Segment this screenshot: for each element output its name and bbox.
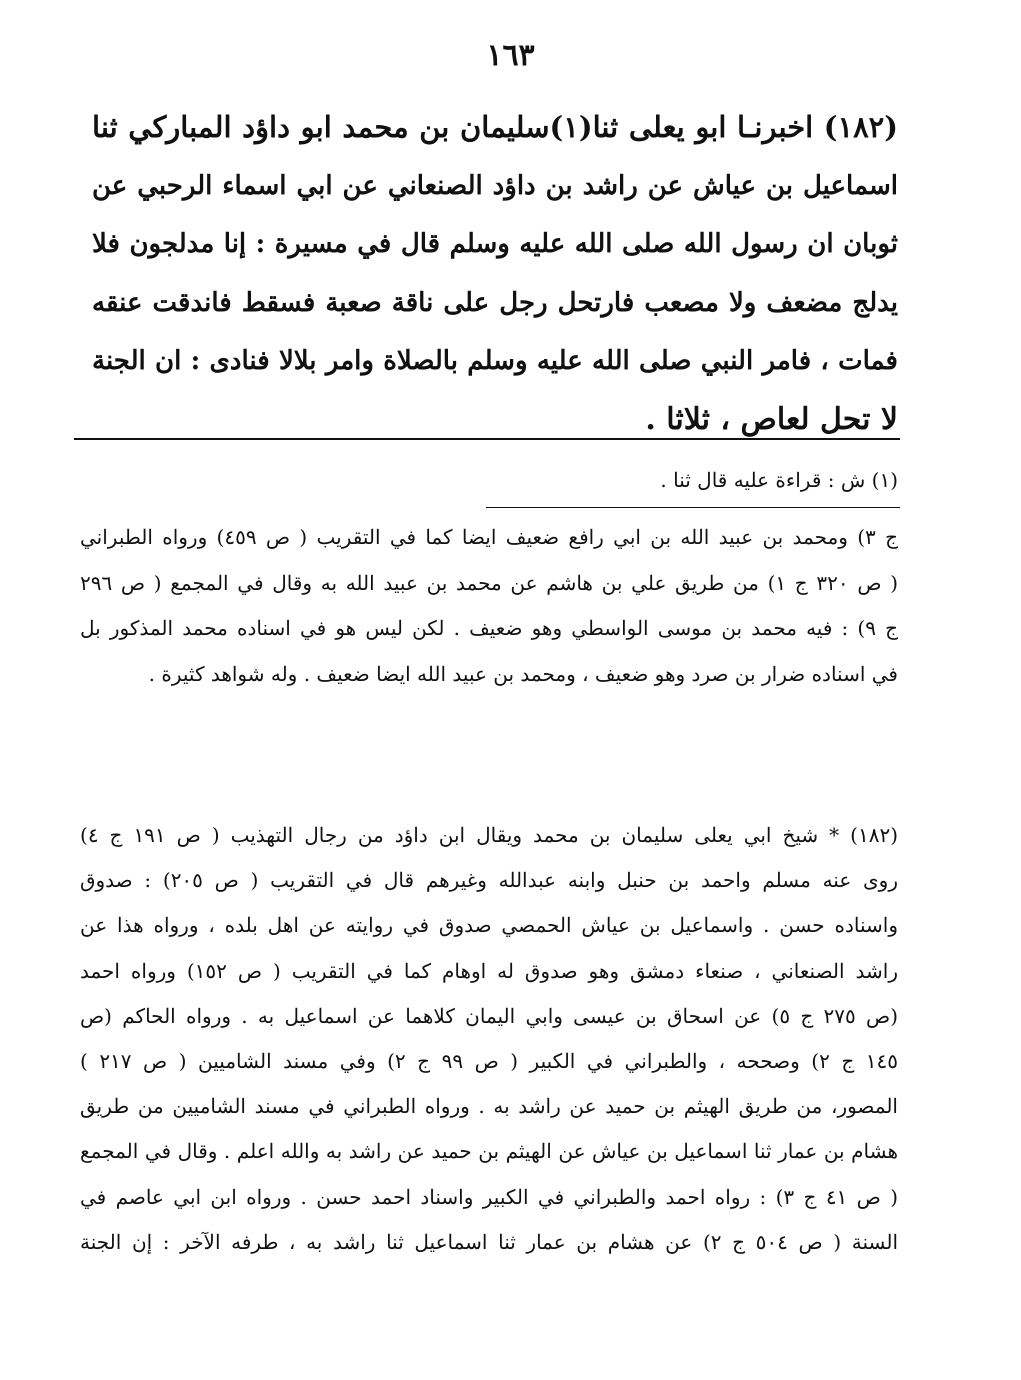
commentary-line: (١٨٢) * شيخ ابي يعلى سليمان بن محمد ويقال ابن داؤد من رجال التهذيب ( ص ١٩١ ج ٤) [80, 823, 898, 847]
commentary-line: ( ص ٣٢٠ ج ١) من طريق علي بن هاشم عن محمد بن عبيد الله به وقال في المجمع ( ص ٢٩٦ [80, 570, 898, 595]
hadith-line: يدلج مضعف ولا مصعب فارتحل رجل على ناقة صعبة فسقط فاندقت عنقه [92, 287, 898, 318]
commentary-line: ١٤٥ ج ٢) وصححه ، والطبراني في الكبير ( ص ٩٩ ج ٢) وفي مسند الشاميين ( ص ٢١٧ ) [80, 1048, 898, 1073]
main-text-divider [74, 438, 900, 440]
hadith-line: ثوبان ان رسول الله صلى الله عليه وسلم قال في مسيرة : إنا مدلجون فلا [92, 229, 898, 259]
commentary-line: السنة ( ص ٥٠٤ ج ٢) عن هشام بن عمار ثنا اسماعيل ثنا راشد به ، طرفه الآخر : إن الجنة [80, 1229, 898, 1254]
commentary-line: هشام بن عمار ثنا اسماعيل بن عياش عن الهيثم بن حميد عن راشد به والله اعلم . وقال في المجمع [80, 1139, 898, 1164]
commentary-line: (ص ٢٧٥ ج ٥) عن اسحاق بن عيسى وابي اليمان كلاهما عن اسماعيل به . ورواه الحاكم (ص [80, 1003, 898, 1028]
page-number: ١٦٣ [486, 38, 535, 73]
commentary-line: روى عنه مسلم واحمد بن حنبل وابنه عبدالله وغيرهم قال في التقريب ( ص ٢٠٥) : صدوق [80, 868, 898, 893]
hadith-line: لا تحل لعاص ، ثلاثا . [645, 401, 898, 437]
commentary-line: في اسناده ضرار بن صرد وهو ضعيف ، ومحمد بن عبيد الله ايضا ضعيف . وله شواهد كثيرة . [148, 661, 898, 686]
hadith-text [92, 98, 898, 449]
hadith-line: فمات ، فامر النبي صلى الله عليه وسلم بالصلاة وامر بلالا فنادى : ان الجنة [92, 346, 898, 376]
commentary-line: المصور، من طريق الهيثم بن حميد عن راشد به . ورواه الطبراني في مسند الشاميين من طريق [80, 1094, 898, 1119]
commentary-line: واسناده حسن . واسماعيل بن عياش الحمصي صدوق في روايته عن اهل بلده ، ورواه هذا عن [80, 913, 898, 938]
footnote-divider [486, 507, 900, 508]
commentary-line: ( ص ٤١ ج ٣) : رواه احمد والطبراني في الكبير واسناد احمد حسن . ورواه ابن ابي عاصم في [80, 1184, 898, 1209]
commentary-line: ج ٣) ومحمد بن عبيد الله بن ابي رافع ضعيف ايضا كما في التقريب ( ص ٤٥٩) ورواه الطبراني [80, 525, 898, 549]
hadith-line: (١٨٢) اخبرنـا ابو يعلى ثنا(١)سليمان بن محمد ابو داؤد المباركي ثنا [92, 110, 898, 144]
commentary-line: راشد الصنعاني ، صنعاء دمشق وهو صدوق له اوهام كما في التقريب ( ص ١٥٢) ورواه احمد [80, 958, 898, 983]
commentary-182 [80, 813, 898, 1265]
footnote: (١) ش : قراءة عليه قال ثنا . [660, 468, 898, 492]
commentary-continued [80, 515, 898, 697]
hadith-line: اسماعيل بن عياش عن راشد بن داؤد الصنعاني عن ابي اسماء الرحبي عن [92, 170, 898, 201]
commentary-line: ج ٩) : فيه محمد بن موسى الواسطي وهو ضعيف . لكن ليس هو في اسناده محمد المذكور بل [80, 616, 898, 640]
